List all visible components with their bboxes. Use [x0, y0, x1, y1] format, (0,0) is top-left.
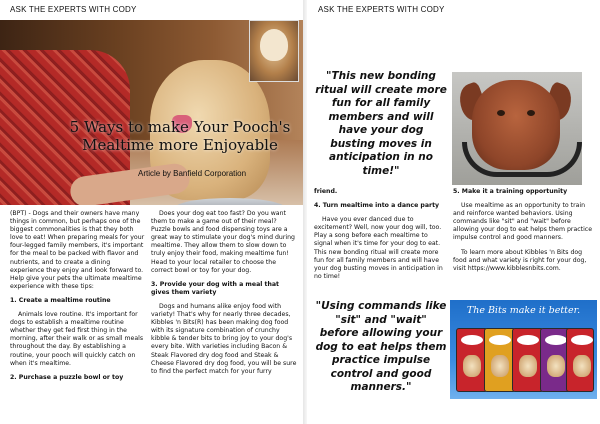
right-column-1	[314, 188, 444, 287]
tip-3-heading: 3. Provide your dog with a meal that gives them variety	[151, 280, 280, 296]
headphones-icon	[462, 142, 582, 177]
dog-headphones-photo	[452, 72, 582, 185]
dog-eye-left	[497, 110, 505, 116]
hero-photo	[0, 20, 303, 205]
pull-quote-1: "This new bonding ritual will create more fun for all family members and will have your dog busting moves in anticipation in no time!"	[315, 70, 447, 177]
tip-1-heading: 1. Create a mealtime routine	[10, 296, 111, 304]
left-column-1	[10, 210, 145, 388]
tip-3-paragraph: Dogs and humans alike enjoy food with variety! That's why for nearly three decades, Kibbles 'n Bits(R) has been making dog food with its signature combination of crunchy kibble & tender bits to bring joy to your dog's every bite. With varieties including Bacon & Steak Flavored dry dog food and Steak & Cheese Flavored dry dog food, you will be sure to find the perfect match for your furry	[151, 302, 297, 375]
dog-eye-right	[527, 110, 535, 116]
ad-title: The Bits make it better.	[466, 305, 581, 316]
article-title: 5 Ways to make Your Pooch's Mealtime more Enjoyable	[69, 118, 291, 154]
article-byline: Article by Banfield Corporation	[138, 169, 247, 178]
continued-text: friend.	[314, 188, 338, 195]
tip-5-paragraph: Use mealtime as an opportunity to train and reinforce wanted behaviors. Using commands like "sit" and "wait" before allowing your dog to eat helps them practice impulse control and good manners.	[453, 202, 593, 242]
tip-1-paragraph: Animals love routine. It's important for dogs to establish a mealtime routine whether they get fed first thing in the morning, after their walk or as small meals throughout the day. By establishing a routine, your pooch will quickly catch on when it's mealtime.	[10, 311, 144, 367]
tip-5-heading: 5. Make it a training opportunity	[453, 188, 568, 195]
intro-paragraph: (BPT) - Dogs and their owners have many things in common, but perhaps one of the biggest commonalities is that they both love to eat! When preparing meals for your four-legged family members, it's important for the meal to be packed with flavor and nutrients, and to create a dining experience they enjoy and look forward to. Help give your pets the ultimate mealtime experience with these tips:	[10, 210, 145, 290]
left-column-2	[151, 210, 297, 382]
tip-4-paragraph: Have you ever danced due to excitement? Well, now your dog will, too. Play a song before each mealtime to signal when it's time for your dog to eat. This new bonding ritual will create more fun for all family members and will have your dog busting moves in anticipation in no time!	[314, 216, 443, 280]
tip-2-paragraph: Does your dog eat too fast? Do you want them to make a game out of their meal? Puzzle bowls and food dispensing toys are a great way to stimulate your dog's mind during mealtime. They allow them to slow down to truly enjoy their food, making mealtime fun! Head to your local retailer to choose the correct bowl or toy for your dog.	[151, 210, 295, 274]
inset-dog-photo	[249, 20, 299, 82]
right-page	[307, 0, 600, 424]
pull-quote-2: "Using commands like "sit" and "wait" before allowing your dog to eat helps them practice impulse control and good manners."	[315, 300, 447, 393]
kibbles-ad	[450, 300, 597, 399]
dog-food-bag-5	[566, 328, 594, 392]
tip-4-heading: 4. Turn mealtime into a dance party	[314, 202, 440, 210]
page-header-right: ASK THE EXPERTS WITH CODY	[318, 5, 445, 14]
right-column-2	[453, 188, 593, 279]
tip-2-heading: 2. Purchase a puzzle bowl or toy	[10, 373, 124, 381]
page-header-left: ASK THE EXPERTS WITH CODY	[10, 5, 137, 14]
learn-more-paragraph: To learn more about Kibbles 'n Bits dog food and what variety is right for your dog, visit https://www.kibblesnbits.com.	[453, 248, 587, 272]
